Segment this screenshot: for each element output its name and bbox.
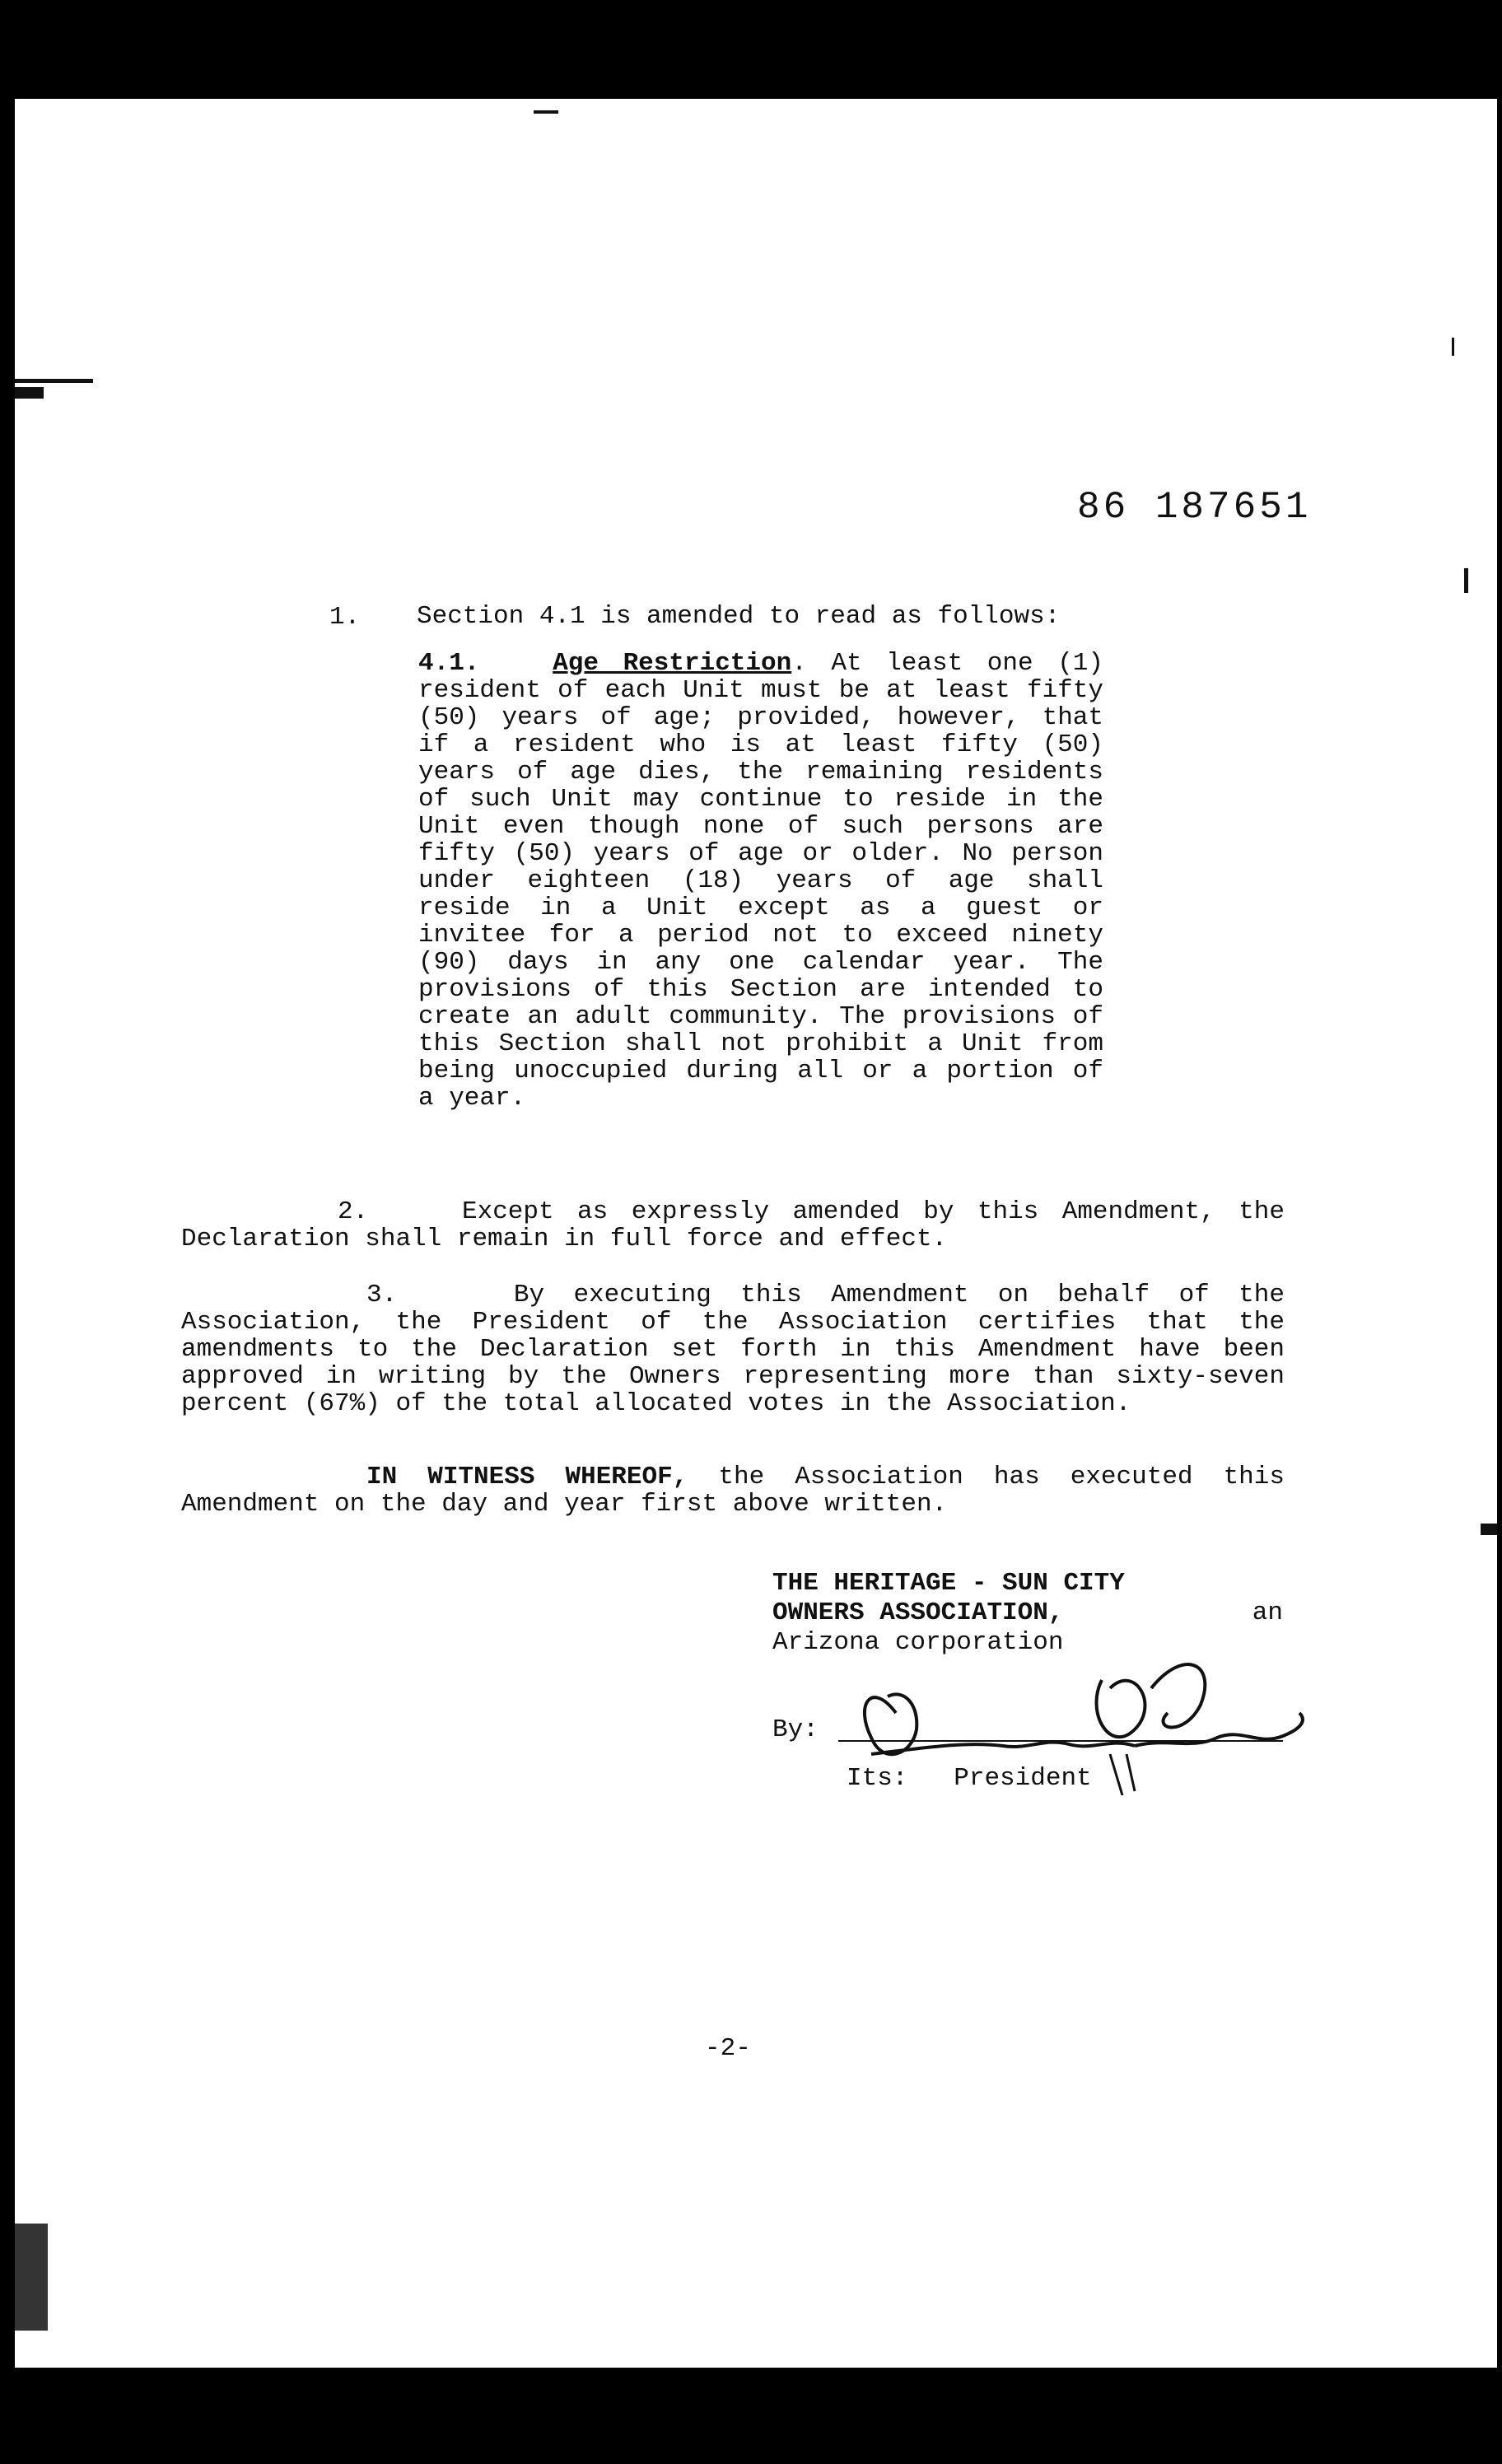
- item-2-text: Except as expressly amended by this Amendment, the Declaration shall remain in full force and effect.: [181, 1197, 1285, 1253]
- org-line-2: [772, 1598, 1283, 1628]
- org-line-1-text: THE HERITAGE - SUN CITY: [772, 1569, 1125, 1598]
- witness-clause: [181, 1463, 1285, 1518]
- org-line-1: [772, 1569, 1283, 1598]
- witness-lead: IN WITNESS WHEREOF,: [366, 1463, 688, 1491]
- document-page: [15, 99, 1497, 2368]
- handwritten-signature: [838, 1631, 1316, 1795]
- item-3-text: By executing this Amendment on behalf of the Association, the President of the Association certifies that the amendments to the Declaration set forth in this Amendment have been approved in writing by the Owners representing more than sixty-seven percent (67%) of the total allocated votes in the Association.: [181, 1281, 1285, 1418]
- item-2-paragraph: [181, 1198, 1285, 1253]
- item-3-paragraph: [181, 1281, 1285, 1417]
- recording-number: 86 187651: [1077, 486, 1312, 529]
- by-label: By:: [772, 1715, 819, 1744]
- scan-noise: [15, 387, 44, 399]
- page-number: -2-: [705, 2034, 751, 2063]
- scan-noise: [1452, 338, 1454, 356]
- scan-noise: [15, 2224, 48, 2331]
- item-1-number: 1.: [329, 603, 361, 632]
- section-heading: Age Restriction: [553, 649, 792, 678]
- section-number: 4.1.: [418, 649, 480, 678]
- section-text: . At least one (1) resident of each Unit must be at least fifty (50) years of age; provided, however, that if a resident who is at least fifty (50) years of age dies, the remaining residents of such Unit may continue to reside in the Unit even though none of such persons are fifty (50) years of age or older. No person under eighteen (18) years of age shall reside in a Unit except as a guest or invitee for a period not to exceed ninety (90) days in any one calendar year. The provisions of this Section are intended to create an adult community. The provisions of this Section shall not prohibit a Unit from being unoccupied during all or a portion of a year.: [418, 649, 1104, 1113]
- org-line-3: Arizona corporation: [772, 1628, 1064, 1657]
- org-line-2-suffix: an: [1252, 1598, 1283, 1627]
- scan-noise: [534, 110, 558, 114]
- scan-noise: [15, 379, 93, 383]
- item-2-number: 2.: [338, 1197, 369, 1226]
- scan-noise: [1464, 568, 1468, 593]
- witness-text: the Association has executed this Amendment on the day and year first above written.: [181, 1463, 1285, 1519]
- its-label: Its:: [847, 1764, 908, 1793]
- scan-noise: [1481, 1524, 1497, 1535]
- its-value: President: [954, 1764, 1092, 1793]
- item-1-intro: Section 4.1 is amended to read as follows:: [417, 602, 1061, 631]
- section-4-1-paragraph: [418, 650, 1103, 1112]
- item-3-number: 3.: [366, 1281, 398, 1309]
- org-line-2-text: OWNERS ASSOCIATION,: [772, 1598, 1064, 1627]
